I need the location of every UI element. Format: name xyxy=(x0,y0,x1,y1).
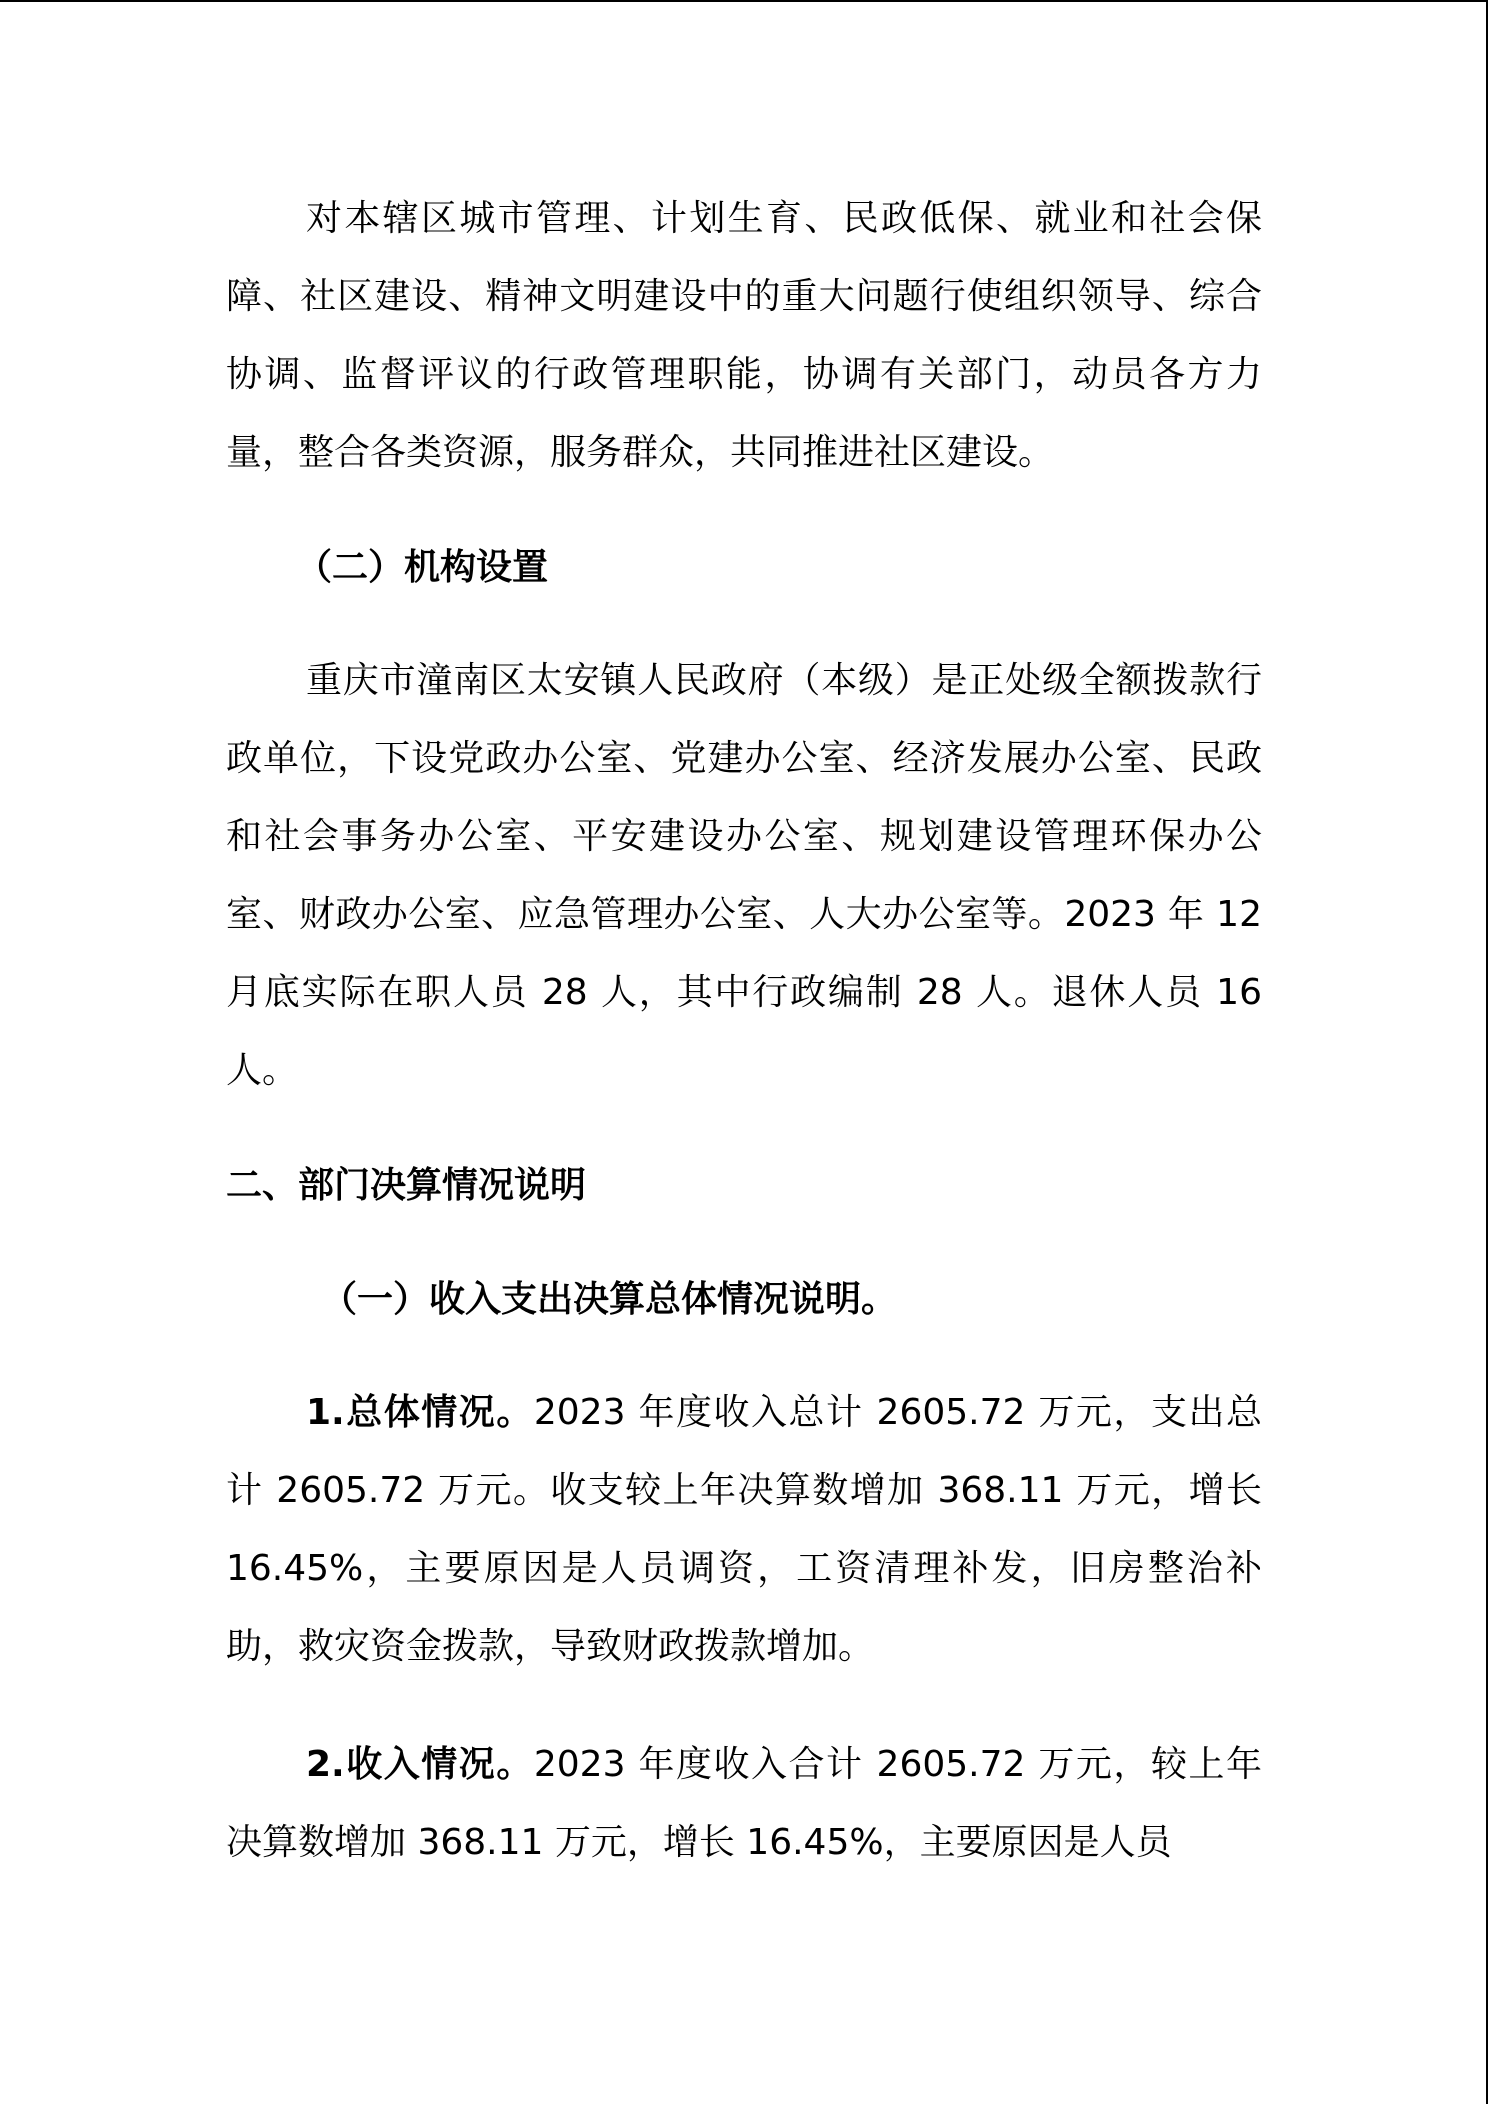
heading-organization: （二）机构设置 xyxy=(296,546,549,588)
paragraph-duties: 对本辖区城市管理、计划生育、民政低保、就业和社会保障、社区建设、精神文明建设中的重大问题行使组织领导、综合协调、监督评议的行政管理职能，协调有关部门，动员各方力量，整合各类资源，服务群众，共同推进社区建设。 xyxy=(226,198,1262,473)
paragraph-overall-body: 2023 年度收入总计 2605.72 万元，支出总计 2605.72 万元。收支较上年决算数增加 368.11 万元，增长 16.45%，主要原因是人员调资，工资清理补发，旧房整治补助，救灾资金拨款，导致财政拨款增加。 xyxy=(226,1392,1262,1667)
page-border-top xyxy=(0,0,1488,2)
paragraph-income-lead: 2.收入情况。 xyxy=(306,1744,534,1785)
paragraph-income-body: 2023 年度收入合计 2605.72 万元，较上年决算数增加 368.11 万元，增长 16.45%，主要原因是人员 xyxy=(226,1744,1262,1863)
document-body xyxy=(226,180,1262,1882)
paragraph-income xyxy=(226,1726,1262,1882)
heading-section-2: 二、部门决算情况说明 xyxy=(226,1164,587,1206)
heading-subsection-1: （一）收入支出决算总体情况说明。 xyxy=(321,1278,898,1320)
paragraph-organization: 重庆市潼南区太安镇人民政府（本级）是正处级全额拨款行政单位，下设党政办公室、党建办公室、经济发展办公室、民政和社会事务办公室、平安建设办公室、规划建设管理环保办公室、财政办公室、应急管理办公室、人大办公室等。2023 年 12 月底实际在职人员 28 人，其中行政编制 28 人。退休人员 16 人。 xyxy=(226,660,1262,1091)
paragraph-overall xyxy=(226,1374,1262,1686)
paragraph-overall-lead: 1.总体情况。 xyxy=(306,1392,534,1433)
